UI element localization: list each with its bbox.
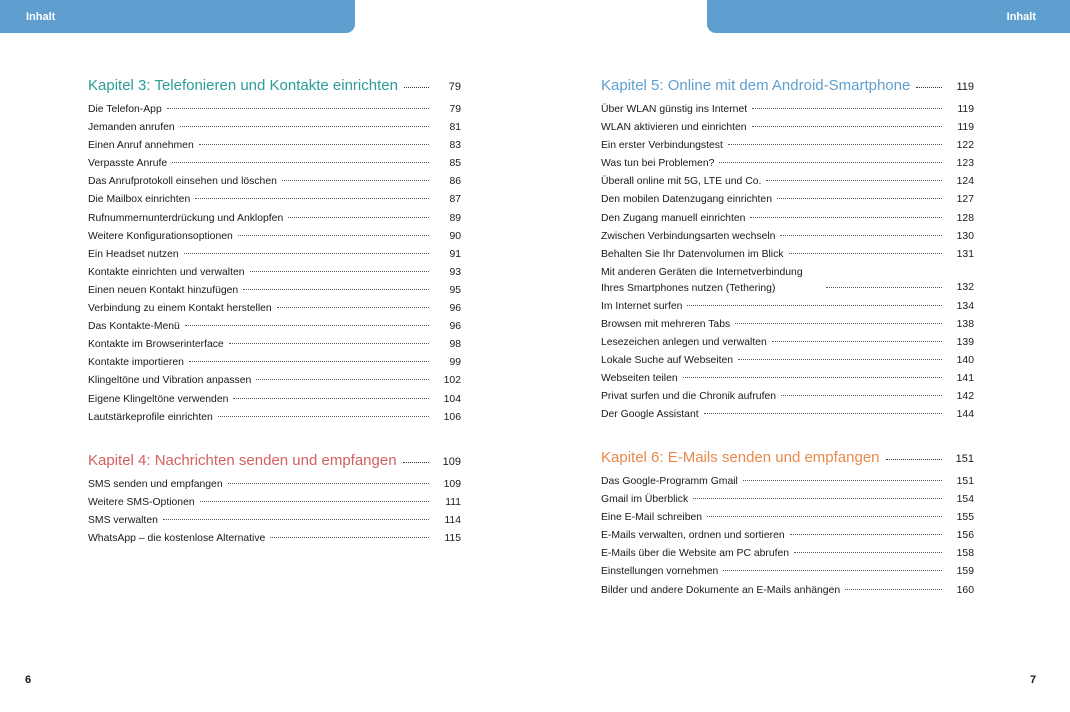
dot-leader [743,480,942,481]
dot-leader [728,144,942,145]
dot-leader [794,552,942,553]
toc-entry[interactable] [601,370,974,388]
toc-entry-title: Über WLAN günstig ins Internet [601,104,748,115]
toc-entry-page-number: 155 [956,512,974,524]
dot-leader [189,361,429,362]
toc-entry-title: Die Mailbox einrichten [88,194,191,206]
toc-entry-title: Jemanden anrufen [88,122,175,134]
toc-entry[interactable] [88,282,461,300]
toc-entry-title: Verbindung zu einem Kontakt herstellen [88,303,272,315]
dot-leader [243,289,429,290]
toc-entry-title: Eigene Klingeltöne verwenden [88,393,229,405]
dot-leader [707,516,942,517]
toc-entry-page-number: 142 [956,391,974,403]
toc-entry-page-number: 79 [449,104,461,115]
chapter-title: Kapitel 4: Nachrichten senden und empfangen [88,452,397,469]
toc-entry-page-number: 128 [956,212,974,224]
dot-leader [270,537,429,538]
toc-entry[interactable] [601,473,974,491]
dot-leader [199,144,429,145]
toc-entry-title: Verpasste Anrufe [88,158,168,170]
toc-entry-page-number: 131 [956,248,974,260]
toc-entry-title: Die Telefon-App [88,104,162,115]
dot-leader [250,271,429,272]
toc-entry-title: Im Internet surfen [601,300,683,312]
toc-entry-page-number: 151 [956,476,974,487]
dot-leader [687,305,942,306]
toc-entry-page-number: 154 [956,494,974,506]
toc-entry[interactable] [88,494,461,512]
toc-entry[interactable] [88,530,461,548]
toc-entry-page-number: 132 [956,281,974,293]
toc-entry-page-number: 106 [443,411,461,423]
dot-leader [781,395,942,396]
toc-entry[interactable] [88,119,461,137]
toc-entry-page-number: 89 [449,212,461,224]
page-number-left: 6 [25,674,32,686]
dot-leader [777,198,942,199]
toc-entry[interactable] [601,527,974,545]
toc-entry-page-number: 139 [956,337,974,349]
dot-leader [163,519,429,520]
toc-entry[interactable] [601,155,974,173]
toc-entry-title: Lautstärkeprofile einrichten [88,411,213,423]
toc-entry[interactable] [601,101,974,119]
toc-entry-title: Lesezeichen anlegen und verwalten [601,337,767,349]
toc-entry-page-number: 87 [449,194,461,206]
toc-entry-page-number: 93 [449,266,461,278]
toc-entry[interactable] [601,228,974,246]
chapter-title: Kapitel 5: Online mit dem Android-Smartphone [601,77,911,94]
toc-entry-page-number: 138 [956,318,974,330]
toc-entry[interactable] [88,372,461,390]
toc-entry-page-number: 99 [449,357,461,369]
toc-entry-title: Das Google-Programm Gmail [601,476,738,487]
toc-entry[interactable] [601,191,974,209]
dot-leader [789,253,942,254]
toc-entry-title: Zwischen Verbindungsarten wechseln [601,230,776,242]
toc-entry[interactable] [88,101,461,119]
dot-leader [766,180,942,181]
toc-entry[interactable] [88,191,461,209]
toc-entry-page-number: 95 [449,284,461,296]
toc-entry[interactable] [88,155,461,173]
toc-entry[interactable] [601,316,974,334]
toc-entry-title: Weitere SMS-Optionen [88,497,195,509]
dot-leader [886,459,942,460]
toc-entry-page-number: 130 [956,230,974,242]
dot-leader [218,416,429,417]
toc-entry[interactable] [601,406,974,424]
toc-entry-page-number: 96 [449,303,461,315]
toc-entry[interactable] [88,409,461,427]
dot-leader [704,413,942,414]
toc-entry-page-number: 98 [449,339,461,351]
toc-entry-page-number: 123 [956,158,974,170]
dot-leader [282,180,429,181]
chapter-page-number: 151 [955,453,974,465]
toc-entry-title: Den Zugang manuell einrichten [601,212,746,224]
toc-entry-page-number: 140 [956,355,974,367]
toc-entry-title: Gmail im Überblick [601,494,689,506]
chapter-page-number: 119 [956,81,974,93]
dot-leader [683,377,942,378]
toc-entry-page-number: 158 [956,548,974,560]
chapter-4-section [88,452,461,548]
toc-entry-page-number: 83 [449,140,461,152]
chapter-5-section [601,77,974,425]
dot-leader [229,343,429,344]
toc-entry-list [88,476,461,548]
toc-entry-page-number: 122 [956,140,974,152]
dot-leader [167,108,429,109]
toc-entry-list [601,101,974,425]
toc-entry-title: WhatsApp – die kostenlose Alternative [88,533,266,545]
toc-entry-page-number: 104 [443,393,461,405]
toc-entry-page-number: 124 [956,176,974,188]
dot-leader [845,589,942,590]
toc-entry[interactable] [88,512,461,530]
dot-leader [195,198,429,199]
toc-entry-title: Einen neuen Kontakt hinzufügen [88,284,239,296]
dot-leader [780,235,942,236]
chapter-heading[interactable] [88,77,461,96]
header-label-left: Inhalt [26,10,56,23]
header-tab-left [0,0,355,33]
dot-leader [277,307,429,308]
toc-entry-title: Ein Headset nutzen [88,248,179,260]
toc-entry[interactable] [88,210,461,228]
toc-entry[interactable] [88,137,461,155]
toc-entry-title: E-Mails über die Website am PC abrufen [601,548,790,560]
toc-entry-title: Einstellungen vornehmen [601,566,719,578]
toc-entry-page-number: 115 [444,533,461,545]
toc-entry-page-number: 114 [444,515,461,527]
toc-entry-page-number: 85 [449,158,461,170]
chapter-heading[interactable] [601,77,974,96]
dot-leader [172,162,429,163]
toc-entry-title-line1: Mit anderen Geräten die Internetverbindung [601,266,803,278]
toc-entry-page-number: 86 [449,176,461,188]
header-label-right: Inhalt [1006,10,1036,23]
toc-entry[interactable] [88,246,461,264]
toc-entry[interactable] [88,476,461,494]
toc-entry-title: Kontakte im Browserinterface [88,339,224,351]
toc-entry[interactable] [601,509,974,527]
toc-entry-title-line2: Ihres Smartphones nutzen (Tethering) [601,282,776,294]
dot-leader [404,87,429,88]
toc-entry[interactable] [601,352,974,370]
chapter-3-section [88,77,461,427]
toc-entry-page-number: 144 [956,409,974,421]
toc-entry-title: Das Anrufprotokoll einsehen und löschen [88,176,277,188]
dot-leader [790,534,942,535]
dot-leader [750,217,942,218]
toc-entry-title: Überall online mit 5G, LTE und Co. [601,176,762,188]
chapter-page-number: 109 [442,456,461,468]
toc-entry-page-number: 90 [449,230,461,242]
dot-leader [719,162,942,163]
dot-leader [738,359,942,360]
dot-leader [752,108,942,109]
chapter-6-section [601,449,974,600]
toc-entry[interactable] [601,491,974,509]
toc-entry-page-number: 111 [445,497,461,509]
toc-entry[interactable] [601,119,974,137]
toc-entry[interactable] [601,173,974,191]
toc-entry-title: Eine E-Mail schreiben [601,512,703,524]
toc-entry[interactable] [88,336,461,354]
toc-entry[interactable] [601,210,974,228]
toc-entry[interactable] [601,137,974,155]
chapter-heading[interactable] [601,449,974,468]
dot-leader [185,325,429,326]
toc-entry-title: SMS verwalten [88,515,158,527]
toc-entry[interactable] [88,318,461,336]
toc-entry-title: WLAN aktivieren und einrichten [601,122,747,134]
toc-entry[interactable] [88,264,461,282]
dot-leader [288,217,429,218]
toc-entry[interactable] [88,354,461,372]
toc-entry[interactable] [601,298,974,316]
toc-entry-page-number: 134 [956,300,974,312]
toc-entry-title: Klingeltöne und Vibration anpassen [88,375,252,387]
header-tab-right [707,0,1070,33]
toc-entry[interactable] [601,582,974,600]
toc-entry-page-number: 91 [449,248,461,260]
dot-leader [238,235,429,236]
toc-entry[interactable] [88,300,461,318]
toc-entry-title-wrap [601,265,950,296]
toc-entry-title: Webseiten teilen [601,373,678,385]
toc-entry-title: Das Kontakte-Menü [88,321,180,333]
toc-entry-page-number: 96 [449,321,461,333]
toc-entry-title: SMS senden und empfangen [88,479,223,490]
toc-entry-title: Kontakte importieren [88,357,184,369]
toc-entry-title: Was tun bei Problemen? [601,158,715,170]
dot-leader [180,126,429,127]
chapter-title: Kapitel 3: Telefonieren und Kontakte einrichten [88,77,398,94]
dot-leader [228,483,429,484]
toc-entry-title: E-Mails verwalten, ordnen und sortieren [601,530,785,542]
toc-entry[interactable] [601,563,974,581]
chapter-page-number: 79 [448,81,461,93]
toc-entry-title: Weitere Konfigurationsoptionen [88,230,233,242]
dot-leader [184,253,429,254]
toc-entry-list [601,473,974,600]
toc-entry-page-number: 159 [956,566,974,578]
toc-entry-page-number: 119 [957,104,974,115]
chapter-title: Kapitel 6: E-Mails senden und empfangen [601,449,880,466]
toc-entry[interactable] [601,265,974,296]
toc-entry-page-number: 127 [956,194,974,206]
toc-entry-page-number: 160 [956,584,974,596]
dot-leader [256,379,429,380]
toc-entry-title: Kontakte einrichten und verwalten [88,266,245,278]
dot-leader [403,462,429,463]
toc-entry-page-number: 156 [956,530,974,542]
toc-entry-title: Einen Anruf annehmen [88,140,194,152]
dot-leader [826,287,942,288]
chapter-heading[interactable] [88,452,461,471]
toc-entry[interactable] [601,545,974,563]
dot-leader [693,498,942,499]
toc-entry-title: Browsen mit mehreren Tabs [601,318,731,330]
toc-entry[interactable] [601,246,974,264]
toc-entry[interactable] [601,334,974,352]
toc-entry-page-number: 109 [443,479,461,490]
toc-entry-list [88,101,461,427]
dot-leader [772,341,942,342]
toc-entry[interactable] [88,391,461,409]
toc-entry-page-number: 81 [449,122,461,134]
toc-entry[interactable] [88,173,461,191]
dot-leader [735,323,942,324]
toc-entry-title: Ein erster Verbindungstest [601,140,723,152]
toc-entry-title: Lokale Suche auf Webseiten [601,355,734,367]
toc-entry-title: Bilder und andere Dokumente an E-Mails anhängen [601,584,841,596]
dot-leader [200,501,429,502]
toc-entry-title: Den mobilen Datenzugang einrichten [601,194,772,206]
toc-entry-title: Behalten Sie Ihr Datenvolumen im Blick [601,248,784,260]
page-number-right: 7 [1030,674,1037,686]
dot-leader [723,570,942,571]
dot-leader [916,87,942,88]
toc-entry-title: Rufnummernunterdrückung und Anklopfen [88,212,284,224]
dot-leader [233,398,429,399]
toc-entry-page-number: 119 [957,122,974,134]
dot-leader [752,126,942,127]
toc-entry-title: Der Google Assistant [601,409,699,421]
toc-entry-page-number: 141 [956,373,974,385]
toc-entry[interactable] [88,228,461,246]
toc-entry-page-number: 102 [443,375,461,387]
toc-entry[interactable] [601,388,974,406]
toc-entry-title: Privat surfen und die Chronik aufrufen [601,391,777,403]
